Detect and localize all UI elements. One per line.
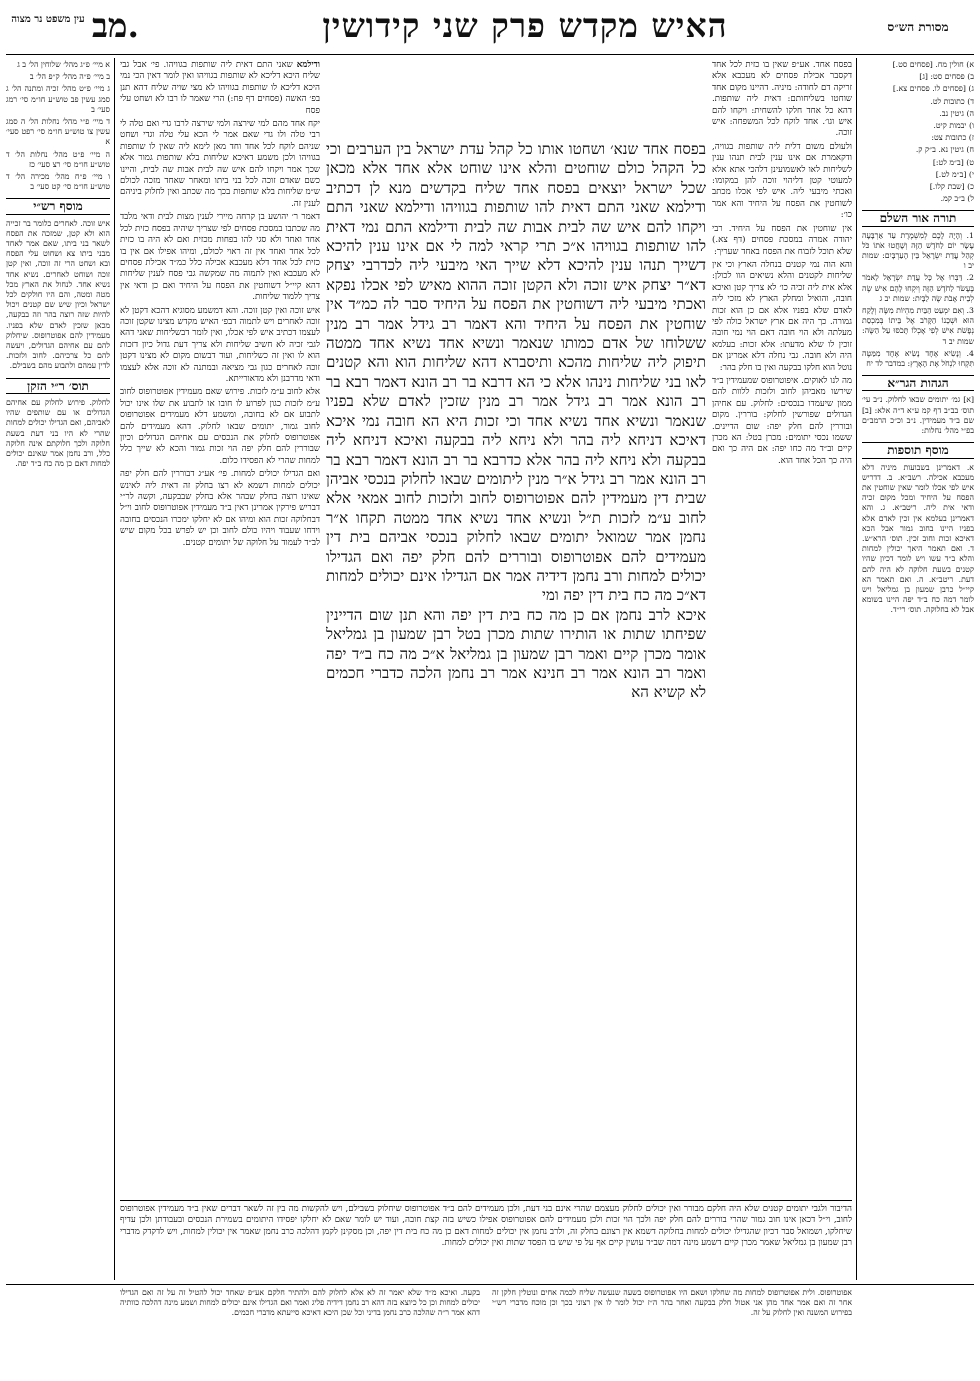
tosafot-paragraph: יקח אחד מהם למי שירצה ולמי שירצה לרבו גדי ואם טלה לי רבי טלה ולו גדי שאם אמר לי הכא עלי טלה וגדי ושחט שניהם לוקח לכל אחד וחד מאן לימא ליה שאין לו שותפות בגוויהו ולכן משמע דאיכא שליחות בלא שותפות גמור אלא שכך אמר ויקחו להם איש שה לבית אבות שה לבית, והיינו כשם שאדם זוכה לכל בני ביתו ומאחר שאחד מזכה לכולם ש״מ שליחות בלא שותפות בכך מה שכתב ואין לחלוק ביניהם לענין זה. [120, 119, 320, 209]
masoret-entry: ל) ב״ב קמ. [940, 194, 974, 204]
masoret-entry: ד) כתובות לט. [930, 96, 974, 106]
torah-verse: 1. וְהָיָה לָכֶם לְמִשְׁמֶרֶת עַד אַרְבָּעָה עָשָׂר יוֹם לַחֹדֶשׁ הַזֶּה וְשָׁחֲטוּ אֹתוֹ כֹּל קְהַל עֲדַת יִשְׂרָאֵל בֵּין הָעַרְבָּיִם: שמות יב ו [862, 230, 974, 271]
masoret-entry: כ) [שבת קלו.] [929, 182, 974, 192]
bottom-commentary-text: הדיבור ולגבי יתומים קטנים שלא היה חלקם מבורר ואין יכולים לחלוק מעצמם שהרי אינם בני דעת, ולכן מעמידים להם ב״ד אפוטרופוס שיחלוק בשבילם, ויש להקשות מה בין זה לשאר דברים שאין ב״ד מעמידין אפוטרופוס לחוב, וי״ל דכאן אינו חוב גמור שהרי בוררים להם חלק יפה ולכך הוי זכות ולכן מעמידים להם אפוטרופוס אפילו כשיש בזה קצת חובה, ועוד יש לומר שאם לא יחלקו יפסידו היתומים בשמירת הנכסים ובעבודתן ולכן עדיף שיחלקו, ושמואל סבר דכיון שהגדילו יכולים למחות בחלוקה דשמא אין רצונם בחלק זה, ולרב נחמן אין יכולים למחות דאם כן מה כח בית דין יפה, וכן מסקינן לקמן דהלכה כרב נחמן שאמר אין יכולין למחות, ויש לדקדק מדברי רבן שמעון בן גמליאל שאמר מכרן קיים דשמע מינה דמה שב״ד עושין קיים אף על פי שיש בו הפסד שתות ואין יכולים למחות. [120, 1204, 852, 1249]
tos-rid-text: לחלוק. פירוש לחלוק עם אחיהם הגדולים או עם שותפים שהיו לאביהם, ואם הגדילו יכולים למחות שהרי לא היו בני דעת בשעת חלוקה ולכך חלוקתם אינה חלוקה כלל, ורב נחמן אמר שאינם יכולים למחות דאם כן מה כח ב״ד יפה. [6, 397, 110, 469]
gemara-paragraph: בפסח אחד שנא׳ ושחטו אותו כל קהל עדת ישראל בין הערבים וכי כל הקהל כולם שוחטים והלא אינו שוחט אלא אחד אלא מכאן שכל ישראל יוצאים בפסח אחד שליח בקדשים מנא לן דכתיב ודילמא שאני התם דאית להו שותפות בגוויהו ודילמא שאני התם ויקחו להם איש שה לבית אבות שה לבית ודילמא התם נמי דאית להו שותפות בגוויהו א״כ תרי קראי למה לי אם אינו ענין להיכא דשייך תנהו ענין להיכא דלא שייך האי מיבעי ליה לכדרבי יצחק דא״ר יצחק איש זוכה ולא הקטן זוכה ההוא מאיש לפי אכלו נפקא ואכתי מיבעי ליה דשוחטין את הפסח על היחיד סבר לה כמ״ד אין שוחטין את הפסח על היחיד והא דאמר רב גידל אמר רב מנין ששלוחו של אדם כמותו שנאמר ונשיא אחד נשיא אחד ממטה תיפוק ליה שליחות מהכא ותיסברא דהא שליחות הוא והא קטנים לאו בני שליחות נינהו אלא כי הא דרבא בר רב הונא דאמר רבא בר רב הונא אמר רב גידל אמר רב מנין שזכין לאדם שלא בפניו שנאמר ונשיא אחד נשיא אחד וכי זכות היא הא חובה נמי איכא דאיכא דניחא ליה בהר ולא ניחא ליה בבקעה ואיכא דניחא ליה בבקעה ולא ניחא ליה בהר אלא כדרבא בר רב הונא דאמר רבא בר רב הונא אמר רב גידל א״ר מנין ליתומים שבאו לחלוק בנכסי אביהן שבית דין מעמידין להם אפוטרופוס לחוב ולזכות לחוב אמאי אלא לחוב ע״מ לזכות ת״ל ונשיא אחד נשיא אחד ממטה תקחו א״ר נחמן אמר שמואל יתומים שבאו לחלוק בנכסי אביהם בית דין מעמידים להם אפוטרופוס ובוררים להם חלק יפה ואם הגדילו יכולים למחות ורב נחמן דידיה אמר אם הגדילו אינם יכולים למחות דא״כ מה כח בית דין יפה ומי [326, 140, 706, 605]
rashi-paragraph: בפסח אחד. אע״פ שאין בו כזית לכל אחד דקסבר אכילת פסחים לא מעכבא אלא זריקה דם לחודה: מיניה. דהיינו מקום אחד שוחטו בשליחותם: דאית ליה שותפות. דהא כל אחד חלקו להשחית: ויקחו להם איש וגו׳. אחד לוקח לכל המשפחה: איש זוכה. [712, 60, 852, 139]
ein-mishpat-entry: ב מיי׳ פ״ה מהל׳ ק״פ הל׳ ב [29, 72, 110, 82]
tosafot-opening-text: שאני התם דאית ליה שותפות בגוויהו. פי׳ אבל גבי שליח היכא דליכא לא שותפות בגוויהו ואין לומר דאין הכי נמי היכא דליכא לו שותפות בגוויהו לא מצי שויה שליח דהא תנן בפ׳ האשה (פסחים דף פח:) הרי שאמר לו רבו לא ושחט עלי פסח [120, 60, 320, 116]
bottom-commentary [120, 1204, 852, 1280]
rashi-column [712, 60, 852, 1260]
tosafot-paragraph: אלא לחוב ע״מ לזכות. פירוש שאם מעמידין אפוטרופוס לחוב ע״מ לזכות כגון לפרוע לו חובו או לתבוע את שלו אינו יכול לתבוע אם לא בחובה, ומשמע דלא מעמידים אפוטרופוס לחוב גמור, יתומים שבאו לחלוק. דהא מעמידים להם אפוטרופוס לחלוק את הנכסים עם אחיהם הגדולים וכיון שבוררין להם חלק יפה הוי זכות גמור והכא לא שייך כלל למחות שהרי לא הפסידו כלום. [120, 387, 320, 466]
tosafot-column [120, 60, 320, 1260]
torah-or-heading: תורה אור השלם [862, 210, 974, 226]
masoret-entry: ז) כתובות צט: [931, 133, 974, 143]
column-divider [856, 58, 857, 1280]
ein-mishpat-entry: א מיי׳ פ״ג מהל׳ שלוחין הל׳ ב ג [17, 60, 110, 69]
ein-mishpat-label: עין משפט נר מצוה [11, 14, 85, 25]
tos-rid-heading: תוס׳ ר״י הזקן [6, 378, 110, 394]
page-header [0, 4, 980, 50]
musaf-rashi-text: איש זוכה. לאחרים כלומר בר זכייה הוא ולא קטן, שמזכה את הפסח לשאר בני ביתו, שאם אמר לאחד מבני ביתו צא ושחוט עלי הפסח ובא ושחט הרי זה זוכה, ואין קטן זוכה ושוחט לאחרים. נשיא אחד נשיא אחד. לנחול את הארץ מכל מטה ומטה, והם היו חולקים לכל ישראל וכיון שיש שם קטנים ויכול להיות שזה רוצה בהר וזה בבקעה, מכאן שזכין לאדם שלא בפניו. מעמידין להם אפוטרופוס. שיחלוק להם עם אחיהם הגדולים, ויעשה להם כל צרכיהם. לחוב ולזכות. לדין עמהם ולתבוע מהם בשבילם. [6, 218, 110, 371]
masoret-entry: ב) פסחים סט: [ג] [919, 72, 974, 82]
ein-mishpat-list [6, 60, 110, 192]
column-divider [114, 58, 115, 1280]
header-rule [6, 54, 974, 55]
masoret-entry: ג) [פסחים לו. פסחים צא.] [892, 84, 974, 94]
bottom-rule [120, 1200, 852, 1201]
tosafot-paragraph: דאמר ר׳ יהושע בן קרחה מיירי לענין מצות לבית ודאי מלבד מה שכתבו במסכת פסחים לפי שצריך שיהיה בפסח כזית לכל אחד ואחד ולא סגי להו בפחות מכזית ואם לא היה בו כזית לכל אחד ואחד אין זה ראוי לכולם, ומיהו אפילו אם אין בו כזית לכל אחד דלא מעכבא אכילה כלל כמ״ד אכילת פסחים לא מעכבא ואין לתמוה מה שמקשה גבי פסח לענין שליחות דהא קיי״ל דשוחטין את הפסח על היחיד ואם כן ודאי אין צריך ללמוד שליחות. [120, 212, 320, 303]
torah-verse: 4. וְנָשִׂיא אֶחָד נָשִׂיא אֶחָד מִמַּטֶּה תִּקְחוּ לִנְחֹל אֶת הָאָרֶץ: במדבר לד יח [862, 348, 974, 369]
ein-mishpat-entry: ו מיי׳ פ״ח מהל׳ מכירה הל׳ ד טוש״ע חו״מ סי׳ קט סעי׳ ב [6, 172, 110, 192]
left-margin-column [6, 60, 110, 1280]
musaf-tosafot-text: א. דאמרינן בשבועות מיניה דלא מעכבא אכילה. רשב״א. ב. דדריש איש לפי אכלו לומר שאין שוחטין את הפסח על היחיד ומכל מקום זכיה ודאי אית ליה. ריטב״א. ג. והא דאמרינן בעלמא אין זכין לאדם אלא בפניו היינו בחוב גמור אבל הכא דאיכא זכות וחוב זכין. תוס׳ הרא״ש. ד. ואם תאמר היאך יכולין למחות והלא ב״ד עשו ויש לומר דכיון שהיו קטנים בשעת חלוקה לא היה להם דעת. ריטב״א. ה. ואם תאמר הא קיי״ל כרבן שמעון בן גמליאל ויש לומר דמה כח ב״ד יפה היינו בשומא אבל לא בחלוקה. תוס׳ רי״ד. [862, 462, 974, 615]
tosafot-paragraph: איש זוכה ואין קטן זוכה. והא דמשמע מסוגיא דהכא דקטן לא זוכה לאחרים ויש לתמוה דבפ׳ האיש מקדש מצינו שקטן זוכה לעצמו דכתיב איש לפי אכלו, ואין לומר דבשליחות שאני דהא לגבי זכיה לא חשיב שליחות ולא צריך דעת גדול כיון דזכות הוא לו ואין זה כשליחות, ועוד דבשום מקום לא מצינו דקטן זוכה לאחרים כגון גבי מציאה ובמתנה לא זוכה אלא לעצמו ודאי מדרבנן ולא מדאורייתא. [120, 305, 320, 384]
tosafot-opening-word: ודילמא [296, 60, 320, 70]
rashi-paragraph: מה לנו לאוקים. איפוטרופוס שמעמידין ב״ד שירשו מאביהן לחוב ולזכות ללוות להם ממון שיעמדו בנכסים: לחלוק. עם אחיהן הגדולים שפורשין לחלוק: בוררין. מקום ובוררין להם חלק יפה: שום הדיינים. ששמו נכסי יתומים: מכרן בטל: הא מכרן קיים וב״ד מה כחו יפה: אם היה כך ואם היה כך הכל אחד הוא. [712, 375, 852, 466]
footnote-rule [6, 1284, 974, 1285]
masoret-entry: ט) [ב״מ לט:] [932, 157, 974, 167]
masoret-entry: י) [ב״מ לט.] [935, 169, 974, 179]
musaf-tosafot-heading: מוסף תוספות [862, 442, 974, 458]
gemara-text [326, 140, 706, 1200]
masoret-entry: ח) גיטין נא. ב״ק ק. [915, 145, 974, 155]
masoret-entry: א) חולין מח. [פסחים סט.] [892, 60, 974, 69]
musaf-rashi-heading: מוסף רש״י [6, 198, 110, 214]
gra-text: [א] גמ׳ יתומים שבאו לחלוק. נ״ב עי׳ תוס׳ בב״ב דף קמ ע״א ד״ה אלא: [ב] שם ב״ד מעמידין. נ״ב וכ״כ הרמב״ם בפ״י מהל׳ נחלות: [862, 395, 974, 436]
right-margin-column [862, 60, 974, 1280]
footnote-left: בקעה. ואיכא מ״ד שלא יאמר זה לא אלא לחלוק להם ולהתיר חלקם אע״פ שאחד יכול להטיל זה על זה ואם הגדילו יכולים למחות וכן כל כיוצא בזה דהא רב נחמן דידיה פליג ואמר ואם הגדילו אינם יכולים למחות ושמע מינה דהלכה כוותיה דהא אמר ר״ה שהלכה כרב נחמן בדיני וכל שכן היכא דאיכא סייעתא מדברי חכמים. [120, 1288, 480, 1318]
masoret-list [862, 60, 974, 204]
rashi-paragraph: אין שוחטין את הפסח על היחיד. רבי יהודה אמרה במסכת פסחים (דף צא.) שלא תוכל לזבוח את הפסח באחד שעריך: [712, 223, 852, 257]
folio-number: מב. [92, 6, 139, 45]
torah-verse: 3. וְאִם יִמְעַט הַבַּיִת מִהְיוֹת מִשֶּׂה וְלָקַח הוּא וּשְׁכֵנוֹ הַקָּרֹב אֶל בֵּיתוֹ בְּמִכְסַת נְפָשֹׁת אִישׁ לְפִי אָכְלוֹ תָּכֹסּוּ עַל הַשֶּׂה: שמות יב ד [862, 306, 974, 346]
gra-heading: הגהות הגר״א [862, 375, 974, 391]
footnote-right: אפוטרופוס. ולית אפוטרופוס למחות מה שחלקו ושאם היו אפוטרופוס בשעה שנעשה שליח לכמה אחים ונוטלין חלקן זה אחר זה ואם אמר אחד מהן אני אטול חלק בבקעה ואחר בהר ה״ז יכול לומר לו אין רצוני בכך וכן מוכח מדברי רש״י בפירוש המשנה ואין לחלוק על זה. [492, 1288, 852, 1318]
torah-verse: 2. דַּבְּרוּ אֶל כָּל עֲדַת יִשְׂרָאֵל לֵאמֹר בֶּעָשֹׂר לַחֹדֶשׁ הַזֶּה וְיִקְחוּ לָהֶם אִישׁ שֶׂה לְבֵית אָבֹת שֶׂה לַבָּיִת: שמות יב ג [862, 273, 974, 303]
masoret-entry: ו) יבמות קיט. [933, 121, 974, 131]
ein-mishpat-entry: ד מיי׳ פ״י מהל׳ נחלות הל׳ ה סמג עשין צו טוש״ע חו״מ סי׳ רפט סעי׳ א [6, 117, 110, 147]
ein-mishpat-entry: ה מיי׳ פ״ט מהל׳ נחלות הל׳ ד טוש״ע חו״מ סי׳ רצ סעי׳ כז [6, 149, 110, 169]
rashi-paragraph: ולעולם משום דלית ליה שותפות בגוויה, ודקאמרת אם אינו ענין לבית תנהו ענין לשליחות לאו לאשמועינן דלהכי אתא אלא למעוטי קטן דליהוי זוכה להן במקומו: ואכתי מיבעי ליה. איש לפי אכלו מכתב לשוחטין את הפסח על היחיד והא אמר כו׳: [712, 141, 852, 221]
tosafot-paragraph: ואם הגדילו יכולים למחות. פי׳ אע״ג דבוררין להם חלק יפה יכולים למחות דשמא לא רצו בחלק זה דאית ליה לאינש שאינו רוצה בחלק שבהר אלא בחלק שבבקעה, וקשה לר״י דבריש פירקין אמרינן דאין ב״ד מעמידין אפוטרופוס לחוב וי״ל דבחלוקה זכות הוא ומיהו אם לא יחלקו ימכרו הנכסים בחובה וידחו שעבוד ויהיו כולם לחוב וכן יש לפרש בכל מקום שיש לב״ד לעמוד על חלוקה של יתומים קטנים. [120, 469, 320, 548]
masoret-entry: ה) גיטין נב. [939, 108, 974, 118]
rashi-paragraph: והא הוה נמי קטנים בנחלה הארץ וכי אין שליחות לקטנים והלא נשיאים הוו לכולן: אלא אית ליה זכיה כו׳ לא צריך קטן ואיכא חובה, והואיל ומחלק הארץ לא מזכי ליה לאדם שלא בפניו אלא אם כן הוא זכות גמורה. כך היה אם ארץ ישראל כולה לפי מעלתה ולא הוי חובה דאם הוי נמי חובה זוכין לו שלא מדעתו: אלא זכות: בעלמא היה ולא חובה. גבי נחלה דלא אמרינן אם נוטל הוא חלקו בבקעה ואין בו חלק בהר: [712, 259, 852, 373]
tosafot-paragraph [120, 60, 320, 117]
page-title: האיש מקדש פרק שני קידושין [322, 6, 728, 45]
gemara-paragraph: איכא לרב נחמן אם כן מה כח בית דין יפה והא תנן שום הדיינין שפיחתו שתות או הותירו שתות מכרן בטל רבן שמעון בן גמליאל אומר מכרן קיים ואמר רבן שמעון בן גמליאל א״כ מה כח ב״ד יפה ואמר רב הונא אמר רב חנינא אמר רב נחמן הלכה כדברי חכמים לא קשיא הא [326, 605, 706, 702]
masoret-label: מסורת הש״ס [887, 20, 949, 34]
ein-mishpat-entry: ג מיי׳ פ״ט מהל׳ זכיה ומתנה הל׳ ג סמג עשין פב טוש״ע חו״מ סי׳ רמג סעי׳ ב [6, 84, 110, 114]
